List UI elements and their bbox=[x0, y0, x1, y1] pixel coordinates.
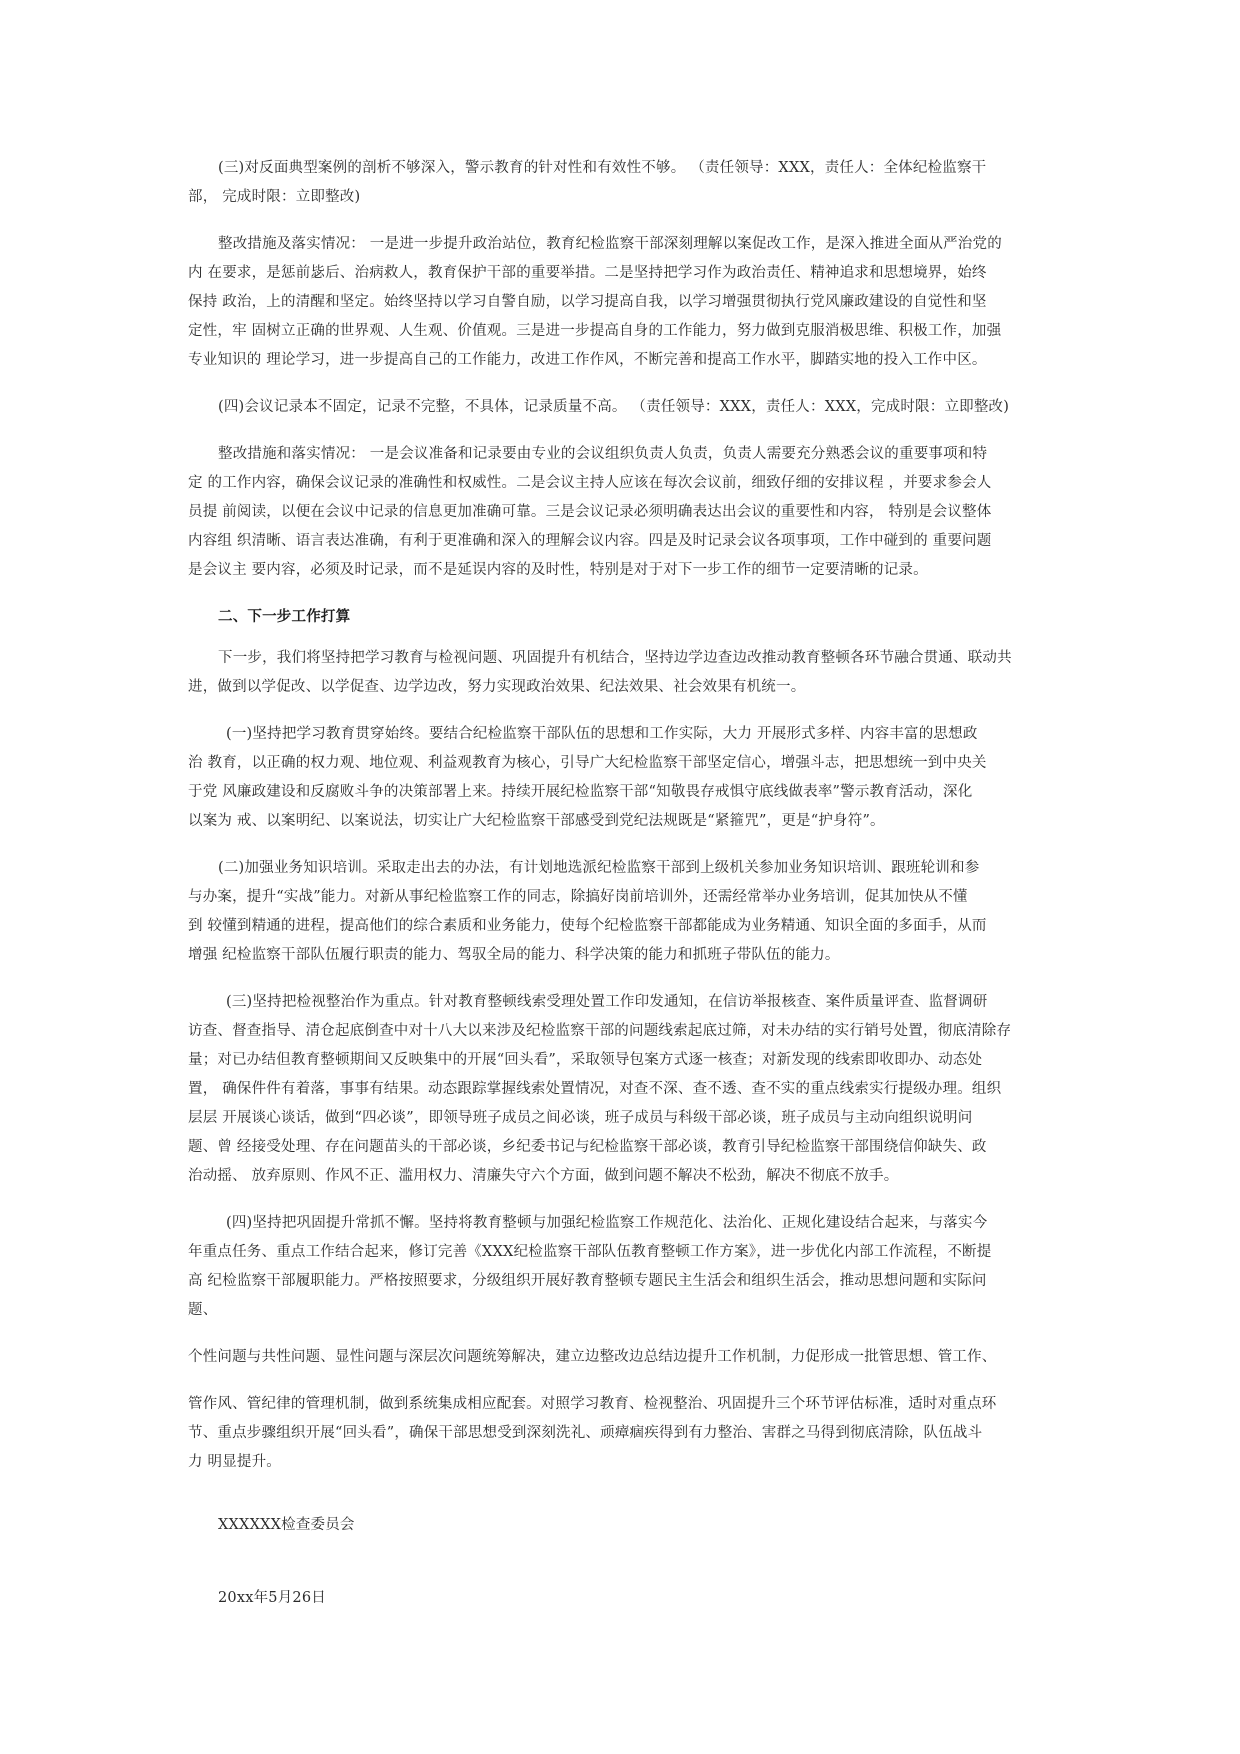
text-line: 题、 bbox=[188, 1302, 218, 1318]
text-line: 增强 纪检监察干部队伍履行职责的能力、驾驭全局的能力、科学决策的能力和抓班子带队伍的能力。 bbox=[188, 947, 840, 963]
section-four-measures bbox=[188, 440, 1044, 585]
text-line: 置， 确保件件有着落，事事有结果。动态跟踪掌握线索处置情况，对查不深、查不透、查不实的重点线索实行提级办理。组织 bbox=[188, 1081, 1002, 1097]
text-line: 量；对已办结但教育整顿期间又反映集中的开展“回头看”，采取领导包案方式逐一核查；对新发现的线索即收即办、动态处 bbox=[188, 1052, 983, 1068]
text-line: 高 纪检监察干部履职能力。严格按照要求，分级组织开展好教育整顿专题民主生活会和组织生活会，推动思想问题和实际问 bbox=[188, 1273, 987, 1289]
text-line: (四)坚持把巩固提升常抓不懈。坚持将教育整顿与加强纪检监察工作规范化、法治化、正规化建设结合起来，与落实今 bbox=[226, 1215, 988, 1231]
text-line: 专业知识的 理论学习，进一步提高自己的工作能力，改进工作作风，不断完善和提高工作水平，脚踏实地的投入工作中区。 bbox=[188, 352, 987, 368]
intro-paragraph bbox=[188, 644, 1044, 702]
item-two-paragraph bbox=[188, 854, 1044, 970]
item-four-continuation-1: 个性问题与共性问题、显性问题与深层次问题统筹解决，建立边整改边总结边提升工作机制，力促形成一批管思想、管工作、 bbox=[188, 1349, 997, 1365]
section-three-issue-line-2: 部， 完成时限：立即整改) bbox=[188, 189, 361, 205]
text-line: 是会议主 要内容，必须及时记录，而不是延误内容的及时性，特别是对于对下一步工作的细节一定要清晰的记录。 bbox=[188, 562, 928, 578]
section-heading: 二、下一步工作打算 bbox=[218, 609, 351, 625]
text-line: (三)坚持把检视整治作为重点。针对教育整顿线索受理处置工作印发通知，在信访举报核查、案件质量评查、监督调研 bbox=[226, 994, 988, 1010]
document-body bbox=[188, 154, 1044, 1613]
document-date: 20xx年5月26日 bbox=[218, 1590, 326, 1606]
signature: XXXXXX检查委员会 bbox=[218, 1517, 355, 1533]
section-four-issue: (四)会议记录本不固定，记录不完整，不具体，记录质量不高。 （责任领导：XXX，责任人：XXX，完成时限：立即整改) bbox=[218, 399, 1010, 415]
text-line: 力 明显提升。 bbox=[188, 1454, 282, 1470]
text-line: 到 较懂到精通的进程，提高他们的综合素质和业务能力，使每个纪检监察干部都能成为业务精通、知识全面的多面手，从而 bbox=[188, 918, 987, 934]
text-line: 年重点任务、重点工作结合起来，修订完善《XXX纪检监察干部队伍教育整顿工作方案》，进一步优化内部工作流程，不断提 bbox=[188, 1244, 992, 1260]
text-line: 治 教育，以正确的权力观、地位观、利益观教育为核心，引导广大纪检监察干部坚定信心，增强斗志，把思想统一到中央关 bbox=[188, 755, 987, 771]
item-four-paragraph bbox=[188, 1209, 1044, 1325]
text-line: 以案为 戒、以案明纪、以案说法，切实让广大纪检监察干部感受到党纪法规既是“紧箍咒”，更是“护身符”。 bbox=[188, 813, 885, 829]
section-three-issue bbox=[188, 154, 1044, 212]
text-line: 层层 开展谈心谈话，做到“四必谈”，即领导班子成员之间必谈，班子成员与科级干部必谈，班子成员与主动向组织说明问 bbox=[188, 1110, 973, 1126]
text-line: (一)坚持把学习教育贯穿始终。要结合纪检监察干部队伍的思想和工作实际，大力 开展形式多样、内容丰富的思想政 bbox=[226, 726, 978, 742]
text-line: 内容组 织清晰、语言表达准确，有利于更准确和深入的理解会议内容。四是及时记录会议各项事项，工作中碰到的 重要问题 bbox=[188, 533, 992, 549]
text-line: 保持 政治，上的清醒和坚定。始终坚持以学习自警自励，以学习提高自我，以学习增强贯彻执行党风廉政建设的自觉性和坚 bbox=[188, 294, 987, 310]
text-line: 进，做到以学促改、以学促查、边学边改，努力实现政治效果、纪法效果、社会效果有机统一。 bbox=[188, 679, 806, 695]
text-line: 与办案，提升“实战”能力。对新从事纪检监察工作的同志，除搞好岗前培训外，还需经常举办业务培训，促其加快从不懂 bbox=[188, 889, 968, 905]
item-three-paragraph bbox=[188, 988, 1044, 1191]
text-line: (二)加强业务知识培训。采取走出去的办法，有计划地选派纪检监察干部到上级机关参加业务知识培训、跟班轮训和参 bbox=[218, 860, 980, 876]
section-three-issue-line-1: (三)对反面典型案例的剖析不够深入，警示教育的针对性和有效性不够。 （责任领导：XXX，责任人：全体纪检监察干 bbox=[218, 160, 987, 176]
item-one-paragraph bbox=[188, 720, 1044, 836]
text-line: 节、重点步骤组织开展“回头看”，确保干部思想受到深刻洗礼、顽瘴痼疾得到有力整治、害群之马得到彻底清除，队伍战斗 bbox=[188, 1425, 983, 1441]
section-three-measures bbox=[188, 230, 1044, 375]
text-line: 治动摇、 放弃原则、作风不正、滥用权力、清廉失守六个方面，做到问题不解决不松劲，解决不彻底不放手。 bbox=[188, 1168, 899, 1184]
text-line: 定 的工作内容，确保会议记录的准确性和权威性。二是会议主持人应该在每次会议前，细致仔细的安排议程 ，并要求参会人 bbox=[188, 475, 992, 491]
text-line: 题、曾 经接受处理、存在问题苗头的干部必谈，乡纪委书记与纪检监察干部必谈，教育引导纪检监察干部围绕信仰缺失、政 bbox=[188, 1139, 987, 1155]
text-line: 整改措施和落实情况： 一是会议准备和记录要由专业的会议组织负责人负责，负责人需要充分熟悉会议的重要事项和特 bbox=[218, 446, 988, 462]
text-line: 内 在要求，是惩前毖后、治病救人，教育保护干部的重要举措。二是坚持把学习作为政治责任、精神追求和思想境界，始终 bbox=[188, 265, 987, 281]
item-four-continuation-2 bbox=[188, 1390, 1044, 1477]
text-line: 定性，牢 固树立正确的世界观、人生观、价值观。三是进一步提高自身的工作能力，努力做到克服消极思维、积极工作，加强 bbox=[188, 323, 1002, 339]
text-line: 管作风、管纪律的管理机制，做到系统集成相应配套。对照学习教育、检视整治、巩固提升三个环节评估标准，适时对重点环 bbox=[188, 1396, 997, 1412]
text-line: 于党 风廉政建设和反腐败斗争的决策部署上来。持续开展纪检监察干部“知敬畏存戒惧守底线做表率”警示教育活动，深化 bbox=[188, 784, 973, 800]
text-line: 访查、督查指导、清仓起底倒查中对十八大以来涉及纪检监察干部的问题线索起底过筛，对未办结的实行销号处置，彻底清除存 bbox=[188, 1023, 1012, 1039]
text-line: 整改措施及落实情况： 一是进一步提升政治站位，教育纪检监察干部深刻理解以案促改工作，是深入推进全面从严治党的 bbox=[218, 236, 1002, 252]
text-line: 下一步，我们将坚持把学习教育与检视问题、巩固提升有机结合，坚持边学边查边改推动教育整顿各环节融合贯通、联动共 bbox=[218, 650, 1012, 666]
text-line: 员提 前阅读，以便在会议中记录的信息更加准确可靠。三是会议记录必须明确表达出会议的重要性和内容， 特别是会议整体 bbox=[188, 504, 992, 520]
